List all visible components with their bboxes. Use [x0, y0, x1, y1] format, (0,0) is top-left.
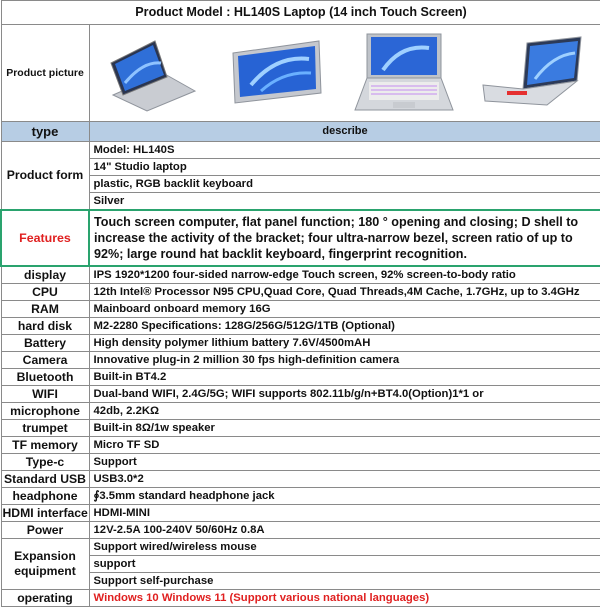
spec-row	[1, 437, 600, 454]
spec-row	[1, 352, 600, 369]
picture-row	[1, 25, 600, 122]
spec-value: M2-2280 Specifications: 128G/256G/512G/1TB (Optional)	[89, 318, 600, 335]
expansion-row	[1, 573, 600, 590]
operating-label: operating	[1, 590, 89, 607]
spec-value: 12th Intel® Processor N95 CPU,Quad Core, Quad Threads,4M Cache, 1.7GHz, up to 3.4GHz	[89, 284, 600, 301]
spec-label: RAM	[1, 301, 89, 318]
type-header: type	[1, 122, 89, 142]
expansion-line: Support wired/wireless mouse	[89, 539, 600, 556]
spec-label: Camera	[1, 352, 89, 369]
spec-label: Power	[1, 522, 89, 539]
spec-label: Battery	[1, 335, 89, 352]
expansion-line: Support self-purchase	[89, 573, 600, 590]
spec-value: Micro TF SD	[89, 437, 600, 454]
expansion-row	[1, 556, 600, 573]
spec-value: Built-in BT4.2	[89, 369, 600, 386]
product-pictures	[89, 25, 600, 122]
spec-label: trumpet	[1, 420, 89, 437]
spec-value: Innovative plug-in 2 million 30 fps high-definition camera	[89, 352, 600, 369]
spec-label: Bluetooth	[1, 369, 89, 386]
header-row	[1, 122, 600, 142]
features-text: Touch screen computer, flat panel function; 180 ° opening and closing; D shell to increase the activity of the bracket; four ultra-narrow bezel, screen ratio of up to 92%; large round hat backlit keyboard, fingerprint recognition.	[89, 210, 600, 266]
features-label: Features	[1, 210, 89, 266]
product-form-row	[1, 159, 600, 176]
describe-header: describe	[89, 122, 600, 142]
spec-label: hard disk	[1, 318, 89, 335]
product-form-label: Product form	[1, 142, 89, 211]
spec-value: IPS 1920*1200 four-sided narrow-edge Touch screen, 92% screen-to-body ratio	[89, 266, 600, 284]
product-form-line: Model: HL140S	[89, 142, 600, 159]
features-row	[1, 210, 600, 266]
spec-label: display	[1, 266, 89, 284]
spec-label: microphone	[1, 403, 89, 420]
spec-value: Built-in 8Ω/1w speaker	[89, 420, 600, 437]
product-form-row	[1, 176, 600, 193]
expansion-line: support	[89, 556, 600, 573]
spec-label: HDMI interface	[2, 505, 88, 520]
spec-label: WIFI	[1, 386, 89, 403]
spec-label: TF memory	[1, 437, 89, 454]
spec-value: High density polymer lithium battery 7.6V/4500mAH	[89, 335, 600, 352]
spec-row	[1, 369, 600, 386]
spec-value: 42db, 2.2KΩ	[89, 403, 600, 420]
product-title: Product Model : HL140S Laptop (14 inch Touch Screen)	[1, 1, 600, 25]
spec-row	[1, 505, 600, 522]
laptop-image-open	[349, 28, 459, 118]
spec-row	[1, 471, 600, 488]
expansion-label: Expansion equipment	[1, 539, 89, 590]
title-row	[1, 1, 600, 25]
spec-row	[1, 335, 600, 352]
spec-value: 12V-2.5A 100-240V 50/60Hz 0.8A	[89, 522, 600, 539]
spec-row	[1, 266, 600, 284]
laptop-image-tent	[103, 33, 203, 113]
spec-label: Standard USB	[1, 471, 89, 488]
laptop-image-rear	[477, 33, 587, 113]
spec-value: USB3.0*2	[89, 471, 600, 488]
spec-label: Type-c	[1, 454, 89, 471]
product-form-line: 14" Studio laptop	[89, 159, 600, 176]
spec-row	[1, 420, 600, 437]
spec-row	[1, 386, 600, 403]
spec-label: headphone	[1, 488, 89, 505]
spec-row	[1, 301, 600, 318]
spec-value: HDMI-MINI	[89, 505, 600, 522]
spec-row	[1, 318, 600, 335]
spec-value: Dual-band WIFI, 2.4G/5G; WIFI supports 802.11b/g/n+BT4.0(Option)1*1 or	[89, 386, 600, 403]
operating-value: Windows 10 Windows 11 (Support various national languages)	[89, 590, 600, 607]
spec-row	[1, 522, 600, 539]
expansion-row	[1, 539, 600, 556]
laptop-image-flat	[221, 33, 331, 113]
product-form-line: Silver	[89, 193, 600, 211]
spec-row	[1, 403, 600, 420]
spec-row	[1, 454, 600, 471]
product-form-row	[1, 142, 600, 159]
spec-row	[1, 284, 600, 301]
spec-value: Support	[89, 454, 600, 471]
spec-row	[1, 488, 600, 505]
spec-value: Mainboard onboard memory 16G	[89, 301, 600, 318]
spec-value: ∮3.5mm standard headphone jack	[89, 488, 600, 505]
product-form-line: plastic, RGB backlit keyboard	[89, 176, 600, 193]
product-form-row	[1, 193, 600, 211]
picture-label: Product picture	[1, 25, 89, 122]
spec-label: CPU	[1, 284, 89, 301]
